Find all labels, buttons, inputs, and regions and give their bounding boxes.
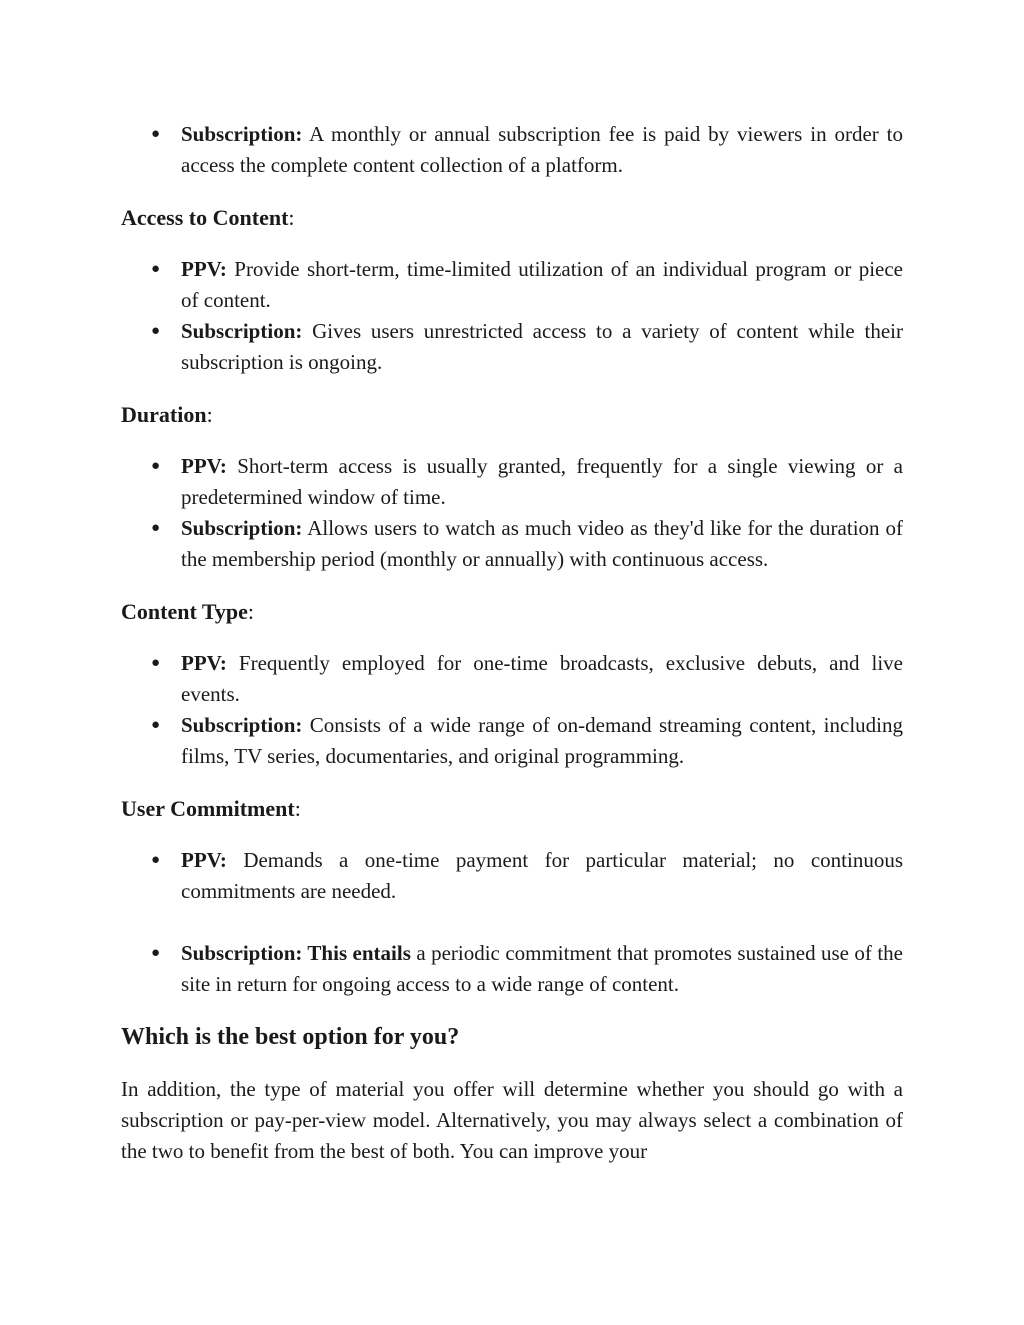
section-heading — [121, 793, 903, 824]
section-title: Duration — [121, 402, 207, 427]
section-colon: : — [294, 796, 301, 821]
section-title: Access to Content — [121, 205, 289, 230]
list-item-term: Subscription: — [181, 122, 303, 146]
section-heading — [121, 202, 903, 233]
bullet-icon: ● — [151, 261, 161, 277]
section-list — [121, 845, 903, 1000]
list-item — [121, 648, 903, 710]
document-page — [121, 119, 903, 1167]
bullet-icon: ● — [151, 945, 161, 961]
list-item-text: Provide short-term, time-limited utilization of an individual program or piece of content. — [181, 257, 903, 312]
list-item-term: Subscription: — [181, 713, 303, 737]
list-item-text: A monthly or annual subscription fee is paid by viewers in order to access the complete content collection of a platform. — [181, 122, 903, 177]
list-item-term: Subscription: This entails — [181, 941, 411, 965]
list-item-text: Consists of a wide range of on-demand streaming content, including films, TV series, documentaries, and original programming. — [181, 713, 903, 768]
intro-list — [121, 119, 903, 181]
bullet-icon: ● — [151, 520, 161, 536]
section-colon: : — [288, 205, 295, 230]
list-item — [121, 710, 903, 772]
list-item-term: PPV: — [181, 651, 227, 675]
list-item-text: Short-term access is usually granted, frequently for a single viewing or a predetermined window of time. — [181, 454, 903, 509]
list-item — [121, 254, 903, 316]
list-item-text: Gives users unrestricted access to a variety of content while their subscription is ongoing. — [181, 319, 903, 374]
bullet-icon: ● — [151, 126, 161, 142]
bullet-icon: ● — [151, 717, 161, 733]
list-item — [121, 845, 903, 907]
section-list — [121, 451, 903, 575]
section-list — [121, 254, 903, 378]
section-heading — [121, 399, 903, 430]
list-item — [121, 513, 903, 575]
section-colon: : — [206, 402, 213, 427]
bullet-icon: ● — [151, 458, 161, 474]
list-item-term: PPV: — [181, 454, 227, 478]
list-item-text: Allows users to watch as much video as they'd like for the duration of the membership period (monthly or annually) with continuous access. — [181, 516, 903, 571]
list-item-text: Frequently employed for one-time broadcasts, exclusive debuts, and live events. — [181, 651, 903, 706]
section-title: Content Type — [121, 599, 248, 624]
list-item — [121, 316, 903, 378]
closing-paragraph: In addition, the type of material you offer will determine whether you should go with a subscription or pay-per-view model. Alternatively, you may always select a combination of the two to benefit from the best of both. You can improve your — [121, 1077, 903, 1163]
list-item-term: PPV: — [181, 848, 227, 872]
bullet-icon: ● — [151, 655, 161, 671]
list-item — [121, 938, 903, 1000]
section-title: User Commitment — [121, 796, 295, 821]
section-colon: : — [247, 599, 255, 624]
list-item-term: PPV: — [181, 257, 227, 281]
list-item-term: Subscription: — [181, 319, 303, 343]
list-item-text: a periodic commitment that promotes sustained use of the site in return for ongoing access to a wide range of content. — [181, 941, 904, 996]
list-item — [121, 451, 903, 513]
bullet-icon: ● — [151, 323, 161, 339]
list-item-text: Demands a one-time payment for particular material; no continuous commitments are needed. — [181, 848, 903, 903]
bullet-icon: ● — [151, 852, 161, 868]
list-item — [121, 119, 903, 181]
section-heading — [121, 596, 903, 627]
list-item-term: Subscription: — [181, 516, 303, 540]
section-list — [121, 648, 903, 772]
list-spacer — [121, 907, 903, 938]
closing-heading: Which is the best option for you? — [121, 1024, 460, 1050]
